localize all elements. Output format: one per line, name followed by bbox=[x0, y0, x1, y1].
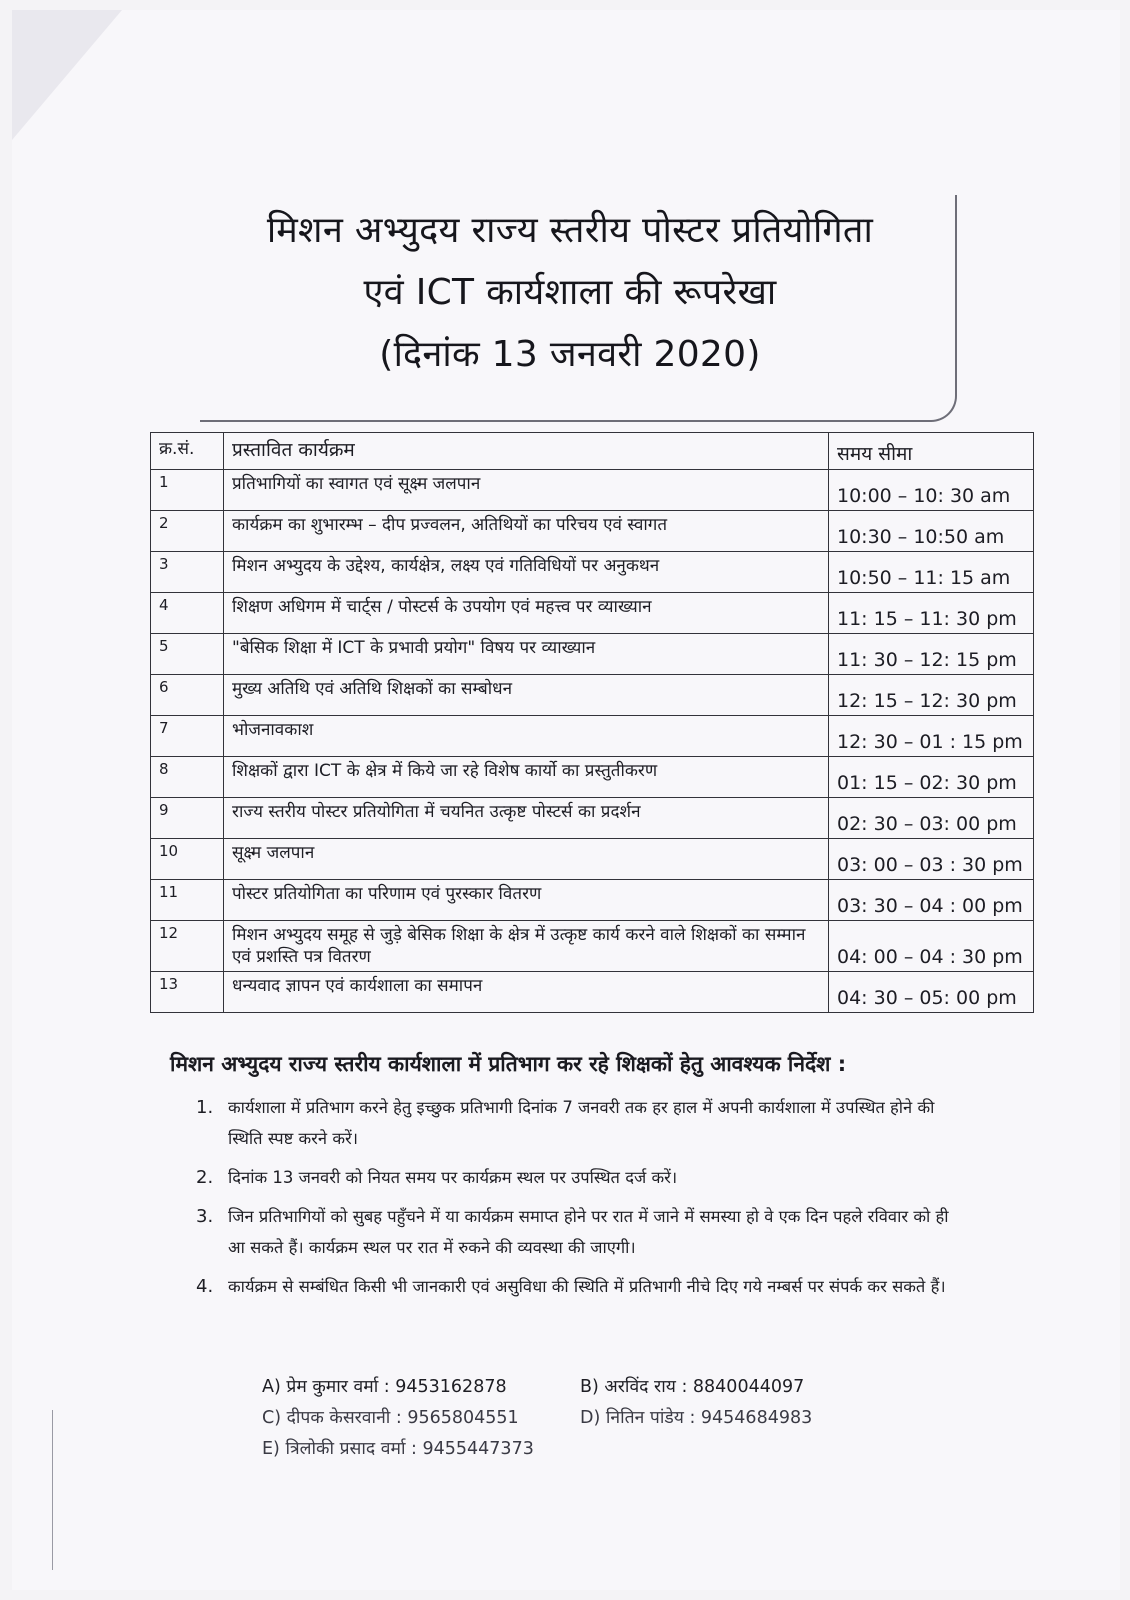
row-time: 04: 00 – 04 : 30 pm bbox=[829, 921, 1034, 972]
list-item bbox=[196, 1201, 956, 1263]
row-program: धन्यवाद ज्ञापन एवं कार्यशाला का समापन bbox=[224, 972, 829, 1013]
row-program: मिशन अभ्युदय समूह से जुड़े बेसिक शिक्षा के क्षेत्र में उत्कृष्ट कार्य करने वाले शिक्षकों का सम्मान एवं प्रशस्ति पत्र वितरण bbox=[224, 921, 829, 972]
row-sn: 5 bbox=[151, 634, 224, 675]
title-line-3: (दिनांक 13 जनवरी 2020) bbox=[379, 334, 761, 375]
list-item bbox=[196, 1162, 956, 1193]
row-time: 11: 30 – 12: 15 pm bbox=[829, 634, 1034, 675]
row-sn: 8 bbox=[151, 757, 224, 798]
instructions-heading: मिशन अभ्युदय राज्य स्तरीय कार्यशाला में प्रतिभाग कर रहे शिक्षकों हेतु आवश्यक निर्देश : bbox=[170, 1052, 847, 1076]
contact-c: C) दीपक केसरवानी : 9565804551 bbox=[262, 1408, 519, 1428]
table-row bbox=[151, 972, 1034, 1013]
row-sn: 6 bbox=[151, 675, 224, 716]
row-program: कार्यक्रम का शुभारम्भ – दीप प्रज्वलन, अतिथियों का परिचय एवं स्वागत bbox=[224, 511, 829, 552]
contacts-block bbox=[262, 1372, 962, 1465]
row-program: राज्य स्तरीय पोस्टर प्रतियोगिता में चयनित उत्कृष्ट पोस्टर्स का प्रदर्शन bbox=[224, 798, 829, 839]
table-header-row bbox=[151, 433, 1034, 470]
row-time: 10:30 – 10:50 am bbox=[829, 511, 1034, 552]
row-time: 10:00 – 10: 30 am bbox=[829, 470, 1034, 511]
folded-corner bbox=[12, 10, 122, 140]
table-row bbox=[151, 880, 1034, 921]
row-time: 03: 30 – 04 : 00 pm bbox=[829, 880, 1034, 921]
table-row bbox=[151, 798, 1034, 839]
contact-d: D) नितिन पांडेय : 9454684983 bbox=[580, 1408, 813, 1428]
row-program: पोस्टर प्रतियोगिता का परिणाम एवं पुरस्कार वितरण bbox=[224, 880, 829, 921]
item-number: 1. bbox=[196, 1097, 214, 1118]
row-program: शिक्षण अधिगम में चार्ट्स / पोस्टर्स के उपयोग एवं महत्त्व पर व्याख्यान bbox=[224, 593, 829, 634]
row-time: 01: 15 – 02: 30 pm bbox=[829, 757, 1034, 798]
row-sn: 11 bbox=[151, 880, 224, 921]
row-time: 11: 15 – 11: 30 pm bbox=[829, 593, 1034, 634]
table-row bbox=[151, 552, 1034, 593]
instructions-list bbox=[196, 1092, 956, 1310]
document-title bbox=[170, 200, 970, 386]
row-sn: 13 bbox=[151, 972, 224, 1013]
contact-e: E) त्रिलोकी प्रसाद वर्मा : 9455447373 bbox=[262, 1439, 534, 1459]
table-row bbox=[151, 839, 1034, 880]
list-item bbox=[196, 1092, 956, 1154]
row-sn: 12 bbox=[151, 921, 224, 972]
contact-b: B) अरविंद राय : 8840044097 bbox=[580, 1377, 805, 1397]
row-sn: 9 bbox=[151, 798, 224, 839]
row-sn: 2 bbox=[151, 511, 224, 552]
schedule-table bbox=[150, 432, 1034, 1013]
row-program: शिक्षकों द्वारा ICT के क्षेत्र में किये जा रहे विशेष कार्यो का प्रस्तुतीकरण bbox=[224, 757, 829, 798]
contacts-row bbox=[262, 1403, 962, 1434]
row-sn: 4 bbox=[151, 593, 224, 634]
table-row bbox=[151, 593, 1034, 634]
list-item bbox=[196, 1271, 956, 1302]
row-program: मिशन अभ्युदय के उद्देश्य, कार्यक्षेत्र, लक्ष्य एवं गतिविधियों पर अनुकथन bbox=[224, 552, 829, 593]
table-row bbox=[151, 716, 1034, 757]
table-row bbox=[151, 757, 1034, 798]
row-sn: 3 bbox=[151, 552, 224, 593]
contact-a: A) प्रेम कुमार वर्मा : 9453162878 bbox=[262, 1377, 507, 1397]
item-text: दिनांक 13 जनवरी को नियत समय पर कार्यक्रम स्थल पर उपस्थित दर्ज करें। bbox=[228, 1168, 678, 1187]
item-number: 2. bbox=[196, 1167, 214, 1188]
table-row bbox=[151, 511, 1034, 552]
row-program: सूक्ष्म जलपान bbox=[224, 839, 829, 880]
row-time: 10:50 – 11: 15 am bbox=[829, 552, 1034, 593]
row-program: "बेसिक शिक्षा में ICT के प्रभावी प्रयोग" विषय पर व्याख्यान bbox=[224, 634, 829, 675]
row-time: 12: 15 – 12: 30 pm bbox=[829, 675, 1034, 716]
margin-line bbox=[52, 1410, 53, 1570]
item-text: कार्यशाला में प्रतिभाग करने हेतु इच्छुक प्रतिभागी दिनांक 7 जनवरी तक हर हाल में अपनी कार्यशाला में उपस्थित होने की स्थिति स्पष्ट करने करें। bbox=[228, 1098, 935, 1148]
table-row bbox=[151, 921, 1034, 972]
contacts-row bbox=[262, 1434, 962, 1465]
row-time: 02: 30 – 03: 00 pm bbox=[829, 798, 1034, 839]
header-time: समय सीमा bbox=[829, 433, 1034, 470]
item-text: कार्यक्रम से सम्बंधित किसी भी जानकारी एवं असुविधा की स्थिति में प्रतिभागी नीचे दिए गये नम्बर्स पर संपर्क कर सकते हैं। bbox=[228, 1277, 946, 1296]
row-time: 12: 30 – 01 : 15 pm bbox=[829, 716, 1034, 757]
row-program: मुख्य अतिथि एवं अतिथि शिक्षकों का सम्बोधन bbox=[224, 675, 829, 716]
row-sn: 10 bbox=[151, 839, 224, 880]
item-number: 4. bbox=[196, 1276, 214, 1297]
title-line-1: मिशन अभ्युदय राज्य स्तरीय पोस्टर प्रतियोगिता bbox=[266, 210, 874, 251]
row-sn: 1 bbox=[151, 470, 224, 511]
contacts-row bbox=[262, 1372, 962, 1403]
header-program: प्रस्तावित कार्यक्रम bbox=[224, 433, 829, 470]
item-number: 3. bbox=[196, 1206, 214, 1227]
row-program: भोजनावकाश bbox=[224, 716, 829, 757]
row-program: प्रतिभागियों का स्वागत एवं सूक्ष्म जलपान bbox=[224, 470, 829, 511]
table-row bbox=[151, 675, 1034, 716]
title-line-2: एवं ICT कार्यशाला की रूपरेखा bbox=[363, 272, 777, 313]
row-sn: 7 bbox=[151, 716, 224, 757]
item-text: जिन प्रतिभागियों को सुबह पहुँचने में या कार्यक्रम समाप्त होने पर रात में जाने में समस्या हो वे एक दिन पहले रविवार को ही आ सकते हैं। कार्यक्रम स्थल पर रात में रुकने की व्यवस्था की जाएगी। bbox=[228, 1207, 949, 1257]
row-time: 03: 00 – 03 : 30 pm bbox=[829, 839, 1034, 880]
table-row bbox=[151, 470, 1034, 511]
row-time: 04: 30 – 05: 00 pm bbox=[829, 972, 1034, 1013]
table-row bbox=[151, 634, 1034, 675]
header-sn: क्र.सं. bbox=[151, 433, 224, 470]
